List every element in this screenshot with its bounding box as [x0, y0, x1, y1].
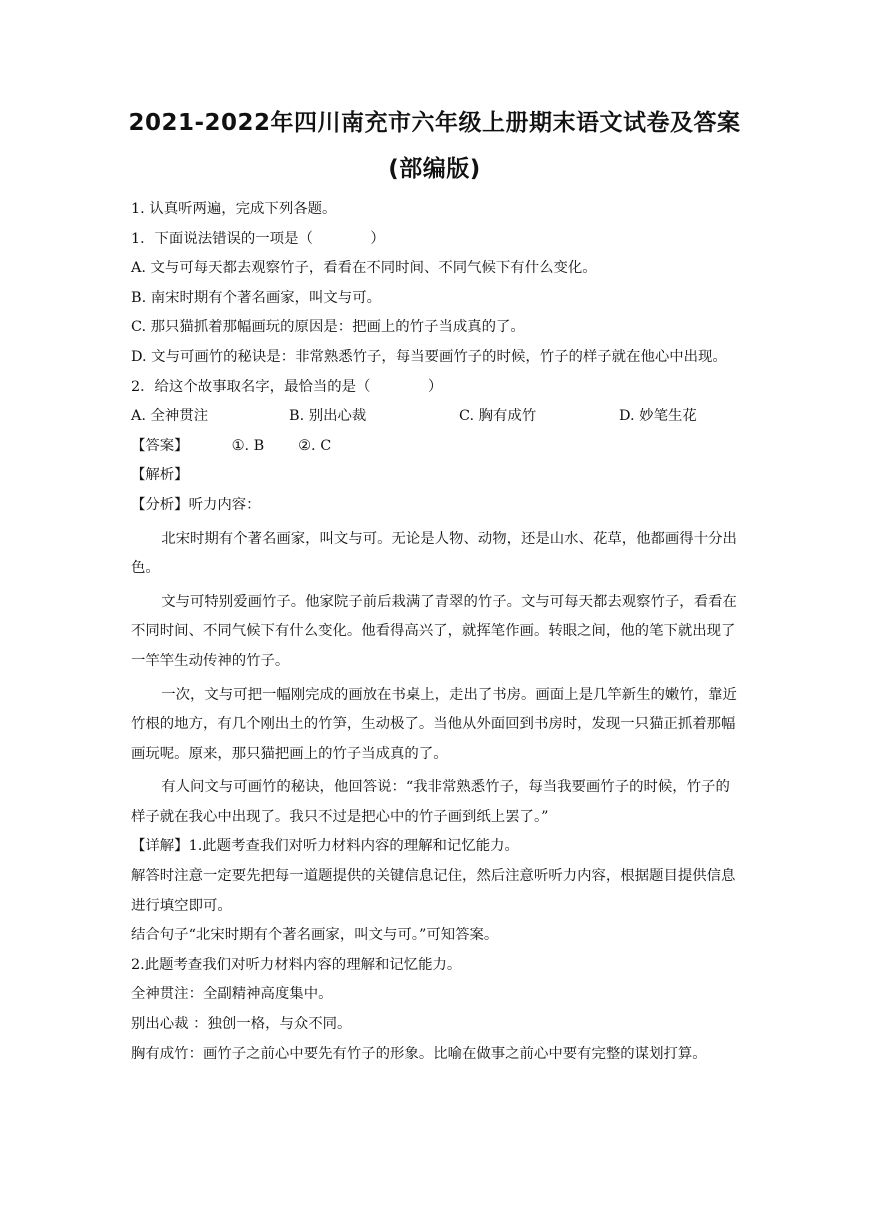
question-1-stem: 1．下面说法错误的一项是（ ）	[131, 230, 385, 247]
detail-line: 胸有成竹：画竹子之前心中要先有竹子的形象。比喻在做事之前心中要有完整的谋划打算。	[131, 1045, 707, 1062]
answer-1: ①. B	[231, 437, 265, 454]
detail-line: 2.此题考查我们对听力材料内容的理解和记忆能力。	[131, 956, 462, 973]
question-2-option-c: C. 胸有成竹	[459, 408, 537, 425]
detail-line: 别出心裁 ：独创一格，与众不同。	[131, 1016, 352, 1033]
document-subtitle: (部编版)	[388, 156, 481, 182]
listening-paragraph: 北宋时期有个著名画家，叫文与可。无论是人物、动物，还是山水、花草，他都画得十分出色。	[131, 530, 737, 577]
detail-line: 【详解】1.此题考查我们对听力材料内容的理解和记忆能力。	[131, 838, 519, 855]
document-body	[131, 195, 741, 1069]
question-header: 1. 认真听两遍，完成下列各题。	[131, 201, 337, 217]
question-2-options	[131, 402, 741, 432]
question-2-option-a: A. 全神贯注	[131, 408, 209, 425]
detail-line: 结合句子“北宋时期有个著名画家，叫文与可。”可知答案。	[131, 927, 499, 944]
answer-2: ②. C	[298, 437, 332, 454]
question-1-option-b: B. 南宋时期有个著名画家，叫文与可。	[131, 289, 381, 306]
detail-line: 全神贯注：全副精神高度集中。	[131, 986, 333, 1003]
question-2-stem: 2．给这个故事取名字，最恰当的是（ ）	[131, 378, 443, 395]
question-1-option-a: A. 文与可每天都去观察竹子，看看在不同时间、不同气候下有什么变化。	[131, 260, 597, 277]
question-1-option-d: D. 文与可画竹的秘诀是：非常熟悉竹子，每当要画竹子的时候，竹子的样子就在他心中出现。	[131, 348, 727, 365]
document-title: 2021-2022年四川南充市六年级上册期末语文试卷及答案	[128, 110, 741, 136]
question-2-option-b: B. 别出心裁	[289, 408, 367, 425]
answer-label: 【答案】	[131, 437, 189, 454]
analysis-intro: 【分析】听力内容：	[131, 496, 261, 513]
listening-paragraph: 一次，文与可把一幅刚完成的画放在书桌上，走出了书房。画面上是几竿新生的嫩竹，靠近竹根的地方，有几个刚出土的竹笋，生动极了。当他从外面回到书房时，发现一只猫正抓着那幅画玩呢。原来，那只猫把画上的竹子当成真的了。	[131, 686, 737, 762]
answer-line	[131, 432, 741, 462]
question-1-option-c: C. 那只猫抓着那幅画玩的原因是：把画上的竹子当成真的了。	[131, 319, 525, 336]
listening-paragraph: 有人问文与可画竹的秘诀，他回答说：“我非常熟悉竹子，每当我要画竹子的时候，竹子的样子就在我心中出现了。我只不过是把心中的竹子画到纸上罢了。”	[131, 779, 730, 825]
detail-line: 解答时注意一定要先把每一道题提供的关键信息记住，然后注意听听力内容，根据题目提供信息进行填空即可。	[131, 868, 736, 914]
question-2-option-d: D. 妙笔生花	[619, 408, 697, 425]
analysis-label: 【解析】	[131, 467, 189, 484]
listening-paragraph: 文与可特别爱画竹子。他家院子前后栽满了青翠的竹子。文与可每天都去观察竹子，看看在不同时间、不同气候下有什么变化。他看得高兴了，就挥笔作画。转眼之间，他的笔下就出现了一竿竿生动传神的竹子。	[131, 593, 737, 669]
